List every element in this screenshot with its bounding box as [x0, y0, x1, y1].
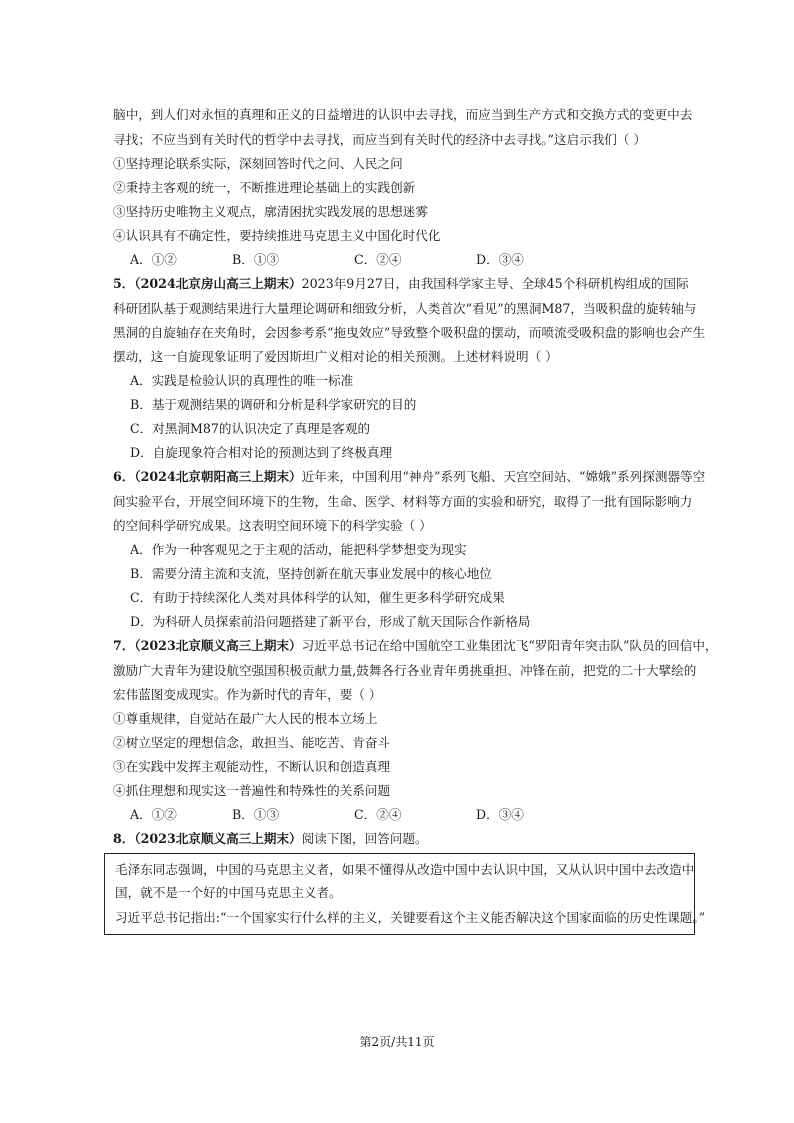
q6-option-b: B．需要分清主流和支流，坚持创新在航天事业发展中的核心地位	[130, 566, 492, 581]
q7-line-1	[113, 638, 718, 654]
intro-item-3: ③坚持历史唯物主义观点，廓清困扰实践发展的思想迷雾	[113, 204, 428, 219]
q5-line-1	[113, 276, 689, 292]
q5-number: 5．	[113, 276, 135, 291]
q6-number: 6．	[113, 469, 135, 484]
q6-option-a: A．作为一种客观见之于主观的活动，能把科学梦想变为现实	[130, 542, 467, 557]
q6-line-1	[113, 469, 705, 485]
q6-option-d: D．为科研人员探索前沿问题搭建了新平台，形成了航天国际合作新格局	[130, 614, 531, 629]
q5-option-c: C．对黑洞M87的认识决定了真理是客观的	[130, 421, 371, 436]
q6-line-3: 的空间科学研究成果。这表明空间环境下的科学实验（ ）	[113, 518, 432, 533]
q5-text-1: 2023年9月27日，由我国科学家主导、全球45个科研机构组成的国际	[301, 276, 689, 291]
option-b: B．①③	[232, 807, 280, 822]
q7-item-1: ①尊重规律，自觉站在最广大人民的根本立场上	[113, 711, 378, 726]
intro-line-1: 脑中，到人们对永恒的真理和正义的日益增进的认识中去寻找，而应当到生产方式和交换方式的变更中去	[113, 107, 693, 122]
q8-line-1	[113, 831, 428, 847]
q8-number: 8．	[113, 831, 135, 846]
option-c: C．②④	[354, 807, 402, 822]
intro-item-1: ①坚持理论联系实际，深刻回答时代之问、人民之问	[113, 156, 403, 171]
q8-material-box	[104, 853, 706, 935]
q7-number: 7．	[113, 638, 135, 653]
q5-line-2: 科研团队基于观测结果进行大量理论调研和细致分析，人类首次“看见”的黑洞M87，当吸积盘的旋转轴与	[113, 301, 697, 316]
q5-source: （2024北京房山高三上期末）	[134, 276, 302, 291]
option-a: A．①②	[130, 252, 177, 267]
q5-option-b: B．基于观测结果的调研和分析是科学家研究的目的	[130, 397, 417, 412]
box-line-1: 毛泽东同志强调，中国的马克思主义者，如果不懂得从改造中国中去认识中国，又从认识中国中去改造中	[115, 862, 695, 877]
q5-option-a: A．实践是检验认识的真理性的唯一标准	[130, 373, 354, 388]
option-d: D．③④	[476, 807, 524, 822]
option-a: A．①②	[130, 807, 177, 822]
q5-line-3: 黑洞的自旋轴存在夹角时，会因参考系“拖曳效应”导致整个吸积盘的摆动，而喷流受吸积盘的影响也会产生	[113, 325, 706, 340]
q8-text-1: 阅读下图，回答问题。	[301, 831, 428, 846]
q7-text-1: 习近平总书记在给中国航空工业集团沈飞“罗阳青年突击队”队员的回信中，	[301, 638, 718, 653]
q6-option-c: C．有助于持续深化人类对具体科学的认知，催生更多科学研究成果	[130, 590, 505, 605]
page-footer: 第2页/共11页	[359, 1035, 435, 1049]
option-c: C．②④	[354, 252, 402, 267]
q6-text-1: 近年来，中国利用“神舟”系列飞船、天宫空间站、“嫦娥”系列探测器等空	[301, 469, 706, 484]
q6-source: （2024北京朝阳高三上期末）	[134, 469, 302, 484]
intro-item-4: ④认识具有不确定性，要持续推进马克思主义中国化时代化	[113, 228, 441, 243]
box-line-3: 习近平总书记指出:“一个国家实行什么样的主义，关键要看这个主义能否解决这个国家面临的历史性课题。”	[115, 910, 706, 925]
q7-item-2: ②树立坚定的理想信念，敢担当、能吃苦、肯奋斗	[113, 735, 391, 750]
q5-option-d: D．自旋现象符合相对论的预测达到了终极真理	[130, 445, 392, 460]
q7-source: （2023北京顺义高三上期末）	[134, 638, 302, 653]
q8-source: （2023北京顺义高三上期末）	[134, 831, 302, 846]
option-b: B．①③	[232, 252, 280, 267]
q7-item-3: ③在实践中发挥主观能动性，不断认识和创造真理	[113, 759, 391, 774]
q5-line-4: 摆动，这一自旋现象证明了爱因斯坦广义相对论的相关预测。上述材料说明（ ）	[113, 349, 558, 364]
q7-line-3: 宏伟蓝图变成现实。作为新时代的青年，要（ ）	[113, 687, 382, 702]
q7-item-4: ④抓住理想和现实这一普遍性和特殊性的关系问题	[113, 783, 391, 798]
q6-line-2: 间实验平台，开展空间环境下的生物，生命、医学、材料等方面的实验和研究，取得了一批有国际影响力	[113, 494, 693, 509]
intro-item-2: ②秉持主客观的统一，不断推进理论基础上的实践创新	[113, 180, 416, 195]
q7-line-2: 激励广大青年为建设航空强国积极贡献力量,鼓舞各行各业青年勇挑重担、冲锋在前，把党的二十大擘绘的	[113, 663, 697, 678]
box-line-2: 国，就不是一个好的中国马克思主义者。	[115, 885, 342, 900]
intro-line-2: 寻找；不应当到有关时代的哲学中去寻找，而应当到有关时代的经济中去寻找。”这启示我们（ ）	[113, 132, 647, 147]
option-d: D．③④	[476, 252, 524, 267]
